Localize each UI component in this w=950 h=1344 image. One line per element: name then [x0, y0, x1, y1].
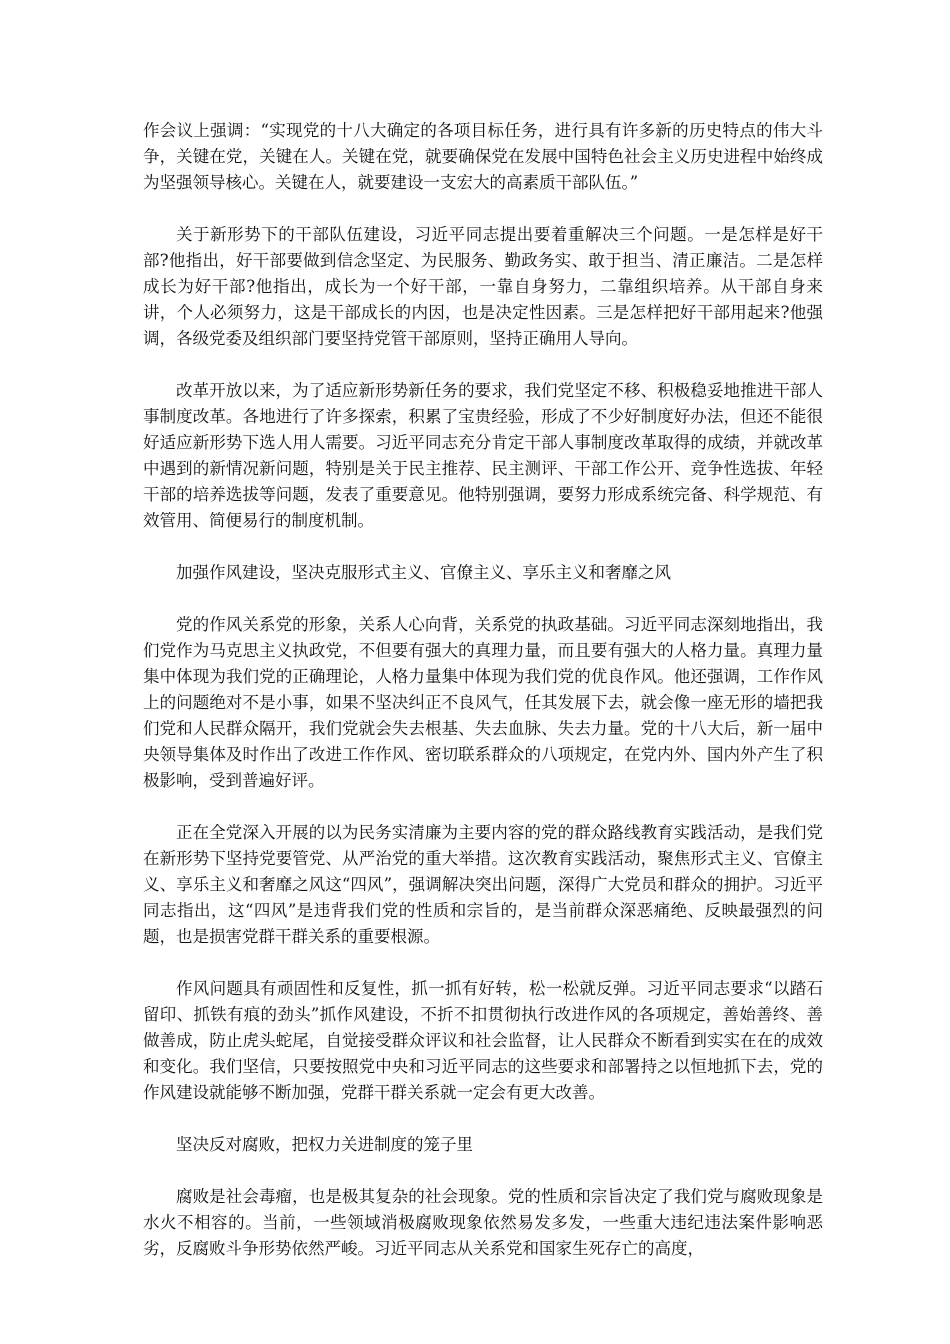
paragraph-4: 党的作风关系党的形象，关系人心向背，关系党的执政基础。习近平同志深刻地指出，我们党作为马克思主义执政党，不但要有强大的真理力量，而且要有强大的人格力量。真理力量集中体现为我们党的正确理论，人格力量集中体现为我们党的优良作风。他还强调，工作作风上的问题绝对不是小事，如果不坚决纠正不良风气，任其发展下去，就会像一座无形的墙把我们党和人民群众隔开，我们党就会失去根基、失去血脉、失去力量。党的十八大后，新一届中央领导集体及时作出了改进工作作风、密切联系群众的八项规定，在党内外、国内外产生了积极影响，受到普遍好评。 — [143, 615, 823, 790]
paragraph-6: 作风问题具有顽固性和反复性，抓一抓有好转，松一松就反弹。习近平同志要求“以踏石留印、抓铁有痕的劲头”抓作风建设，不折不扣贯彻执行改进作风的各项规定，善始善终、善做善成，防止虎头蛇尾，自觉接受群众评议和社会监督，让人民群众不断看到实实在在的成效和变化。我们坚信，只要按照党中央和习近平同志的这些要求和部署持之以恒地抓下去，党的作风建设就能够不断加强，党群干群关系就一定会有更大改善。 — [143, 979, 823, 1102]
section-heading-conduct: 加强作风建设，坚决克服形式主义、官僚主义、享乐主义和奢靡之风 — [176, 563, 671, 582]
paragraph-2: 关于新形势下的干部队伍建设，习近平同志提出要着重解决三个问题。一是怎样是好干部?他指出，好干部要做到信念坚定、为民服务、勤政务实、敢于担当、清正廉洁。二是怎样成长为好干部?他指出，成长为一个好干部，一靠自身努力，二靠组织培养。从干部自身来讲，个人必须努力，这是干部成长的内因，也是决定性因素。三是怎样把好干部用起来?他强调，各级党委及组织部门要坚持党管干部原则，坚持正确用人导向。 — [143, 225, 823, 348]
paragraph-7: 腐败是社会毒瘤，也是极其复杂的社会现象。党的性质和宗旨决定了我们党与腐败现象是水火不相容的。当前，一些领域消极腐败现象依然易发多发，一些重大违纪违法案件影响恶劣，反腐败斗争形势依然严峻。习近平同志从关系党和国家生死存亡的高度， — [143, 1187, 823, 1258]
paragraph-3: 改革开放以来，为了适应新形势新任务的要求，我们党坚定不移、积极稳妥地推进干部人事制度改革。各地进行了许多探索，积累了宝贵经验，形成了不少好制度好办法，但还不能很好适应新形势下选人用人需要。习近平同志充分肯定干部人事制度改革取得的成绩，并就改革中遇到的新情况新问题，特别是关于民主推荐、民主测评、干部工作公开、竞争性选拔、年轻干部的培养选拔等问题，发表了重要意见。他特别强调，要努力形成系统完备、科学规范、有效管用、简便易行的制度机制。 — [143, 381, 823, 530]
section-heading-anticorruption: 坚决反对腐败，把权力关进制度的笼子里 — [176, 1135, 473, 1154]
document-body — [143, 118, 823, 1288]
paragraph-1: 作会议上强调：“实现党的十八大确定的各项目标任务，进行具有许多新的历史特点的伟大斗争，关键在党，关键在人。关键在党，就要确保党在发展中国特色社会主义历史进程中始终成为坚强领导核心。关键在人，就要建设一支宏大的高素质干部队伍。” — [143, 121, 823, 192]
paragraph-5: 正在全党深入开展的以为民务实清廉为主要内容的党的群众路线教育实践活动，是我们党在新形势下坚持党要管党、从严治党的重大举措。这次教育实践活动，聚焦形式主义、官僚主义、享乐主义和奢靡之风这“四风”，强调解决突出问题，深得广大党员和群众的拥护。习近平同志指出，这“四风”是违背我们党的性质和宗旨的，是当前群众深恶痛绝、反映最强烈的问题，也是损害党群干群关系的重要根源。 — [143, 823, 823, 946]
